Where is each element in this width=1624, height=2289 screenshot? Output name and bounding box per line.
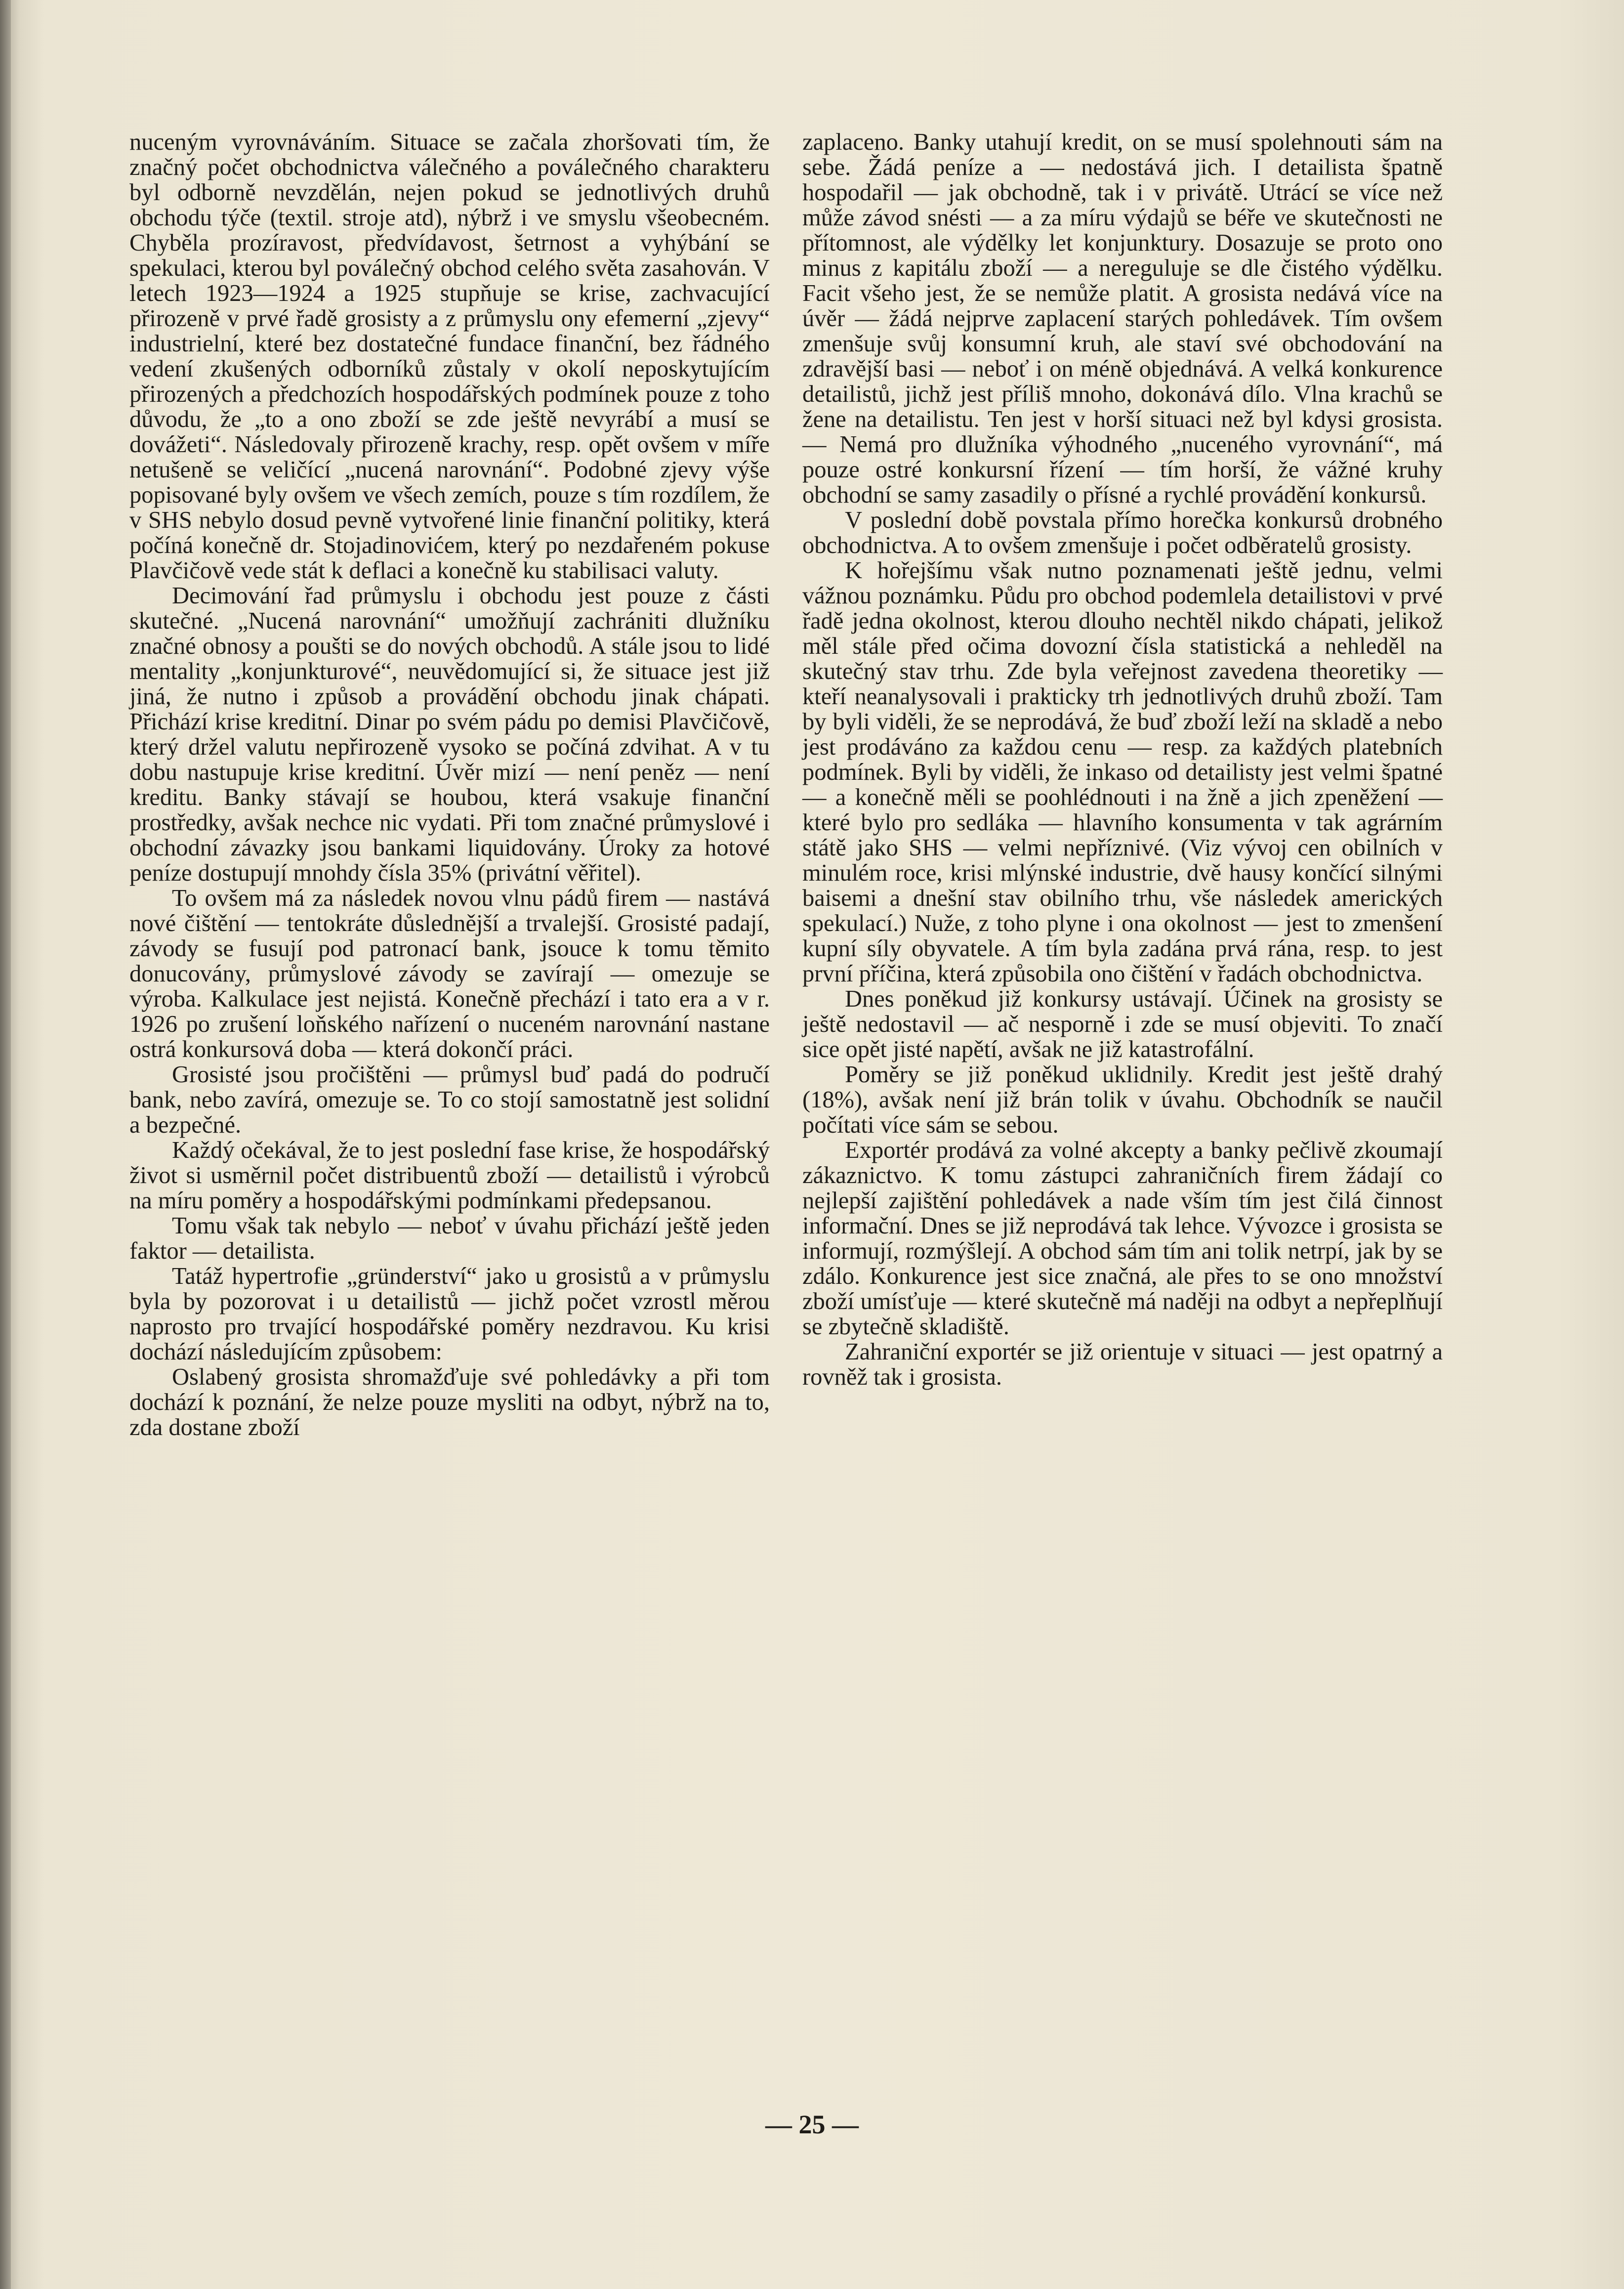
right-column [802,129,1443,1390]
paragraph: Poměry se již poněkud uklidnily. Kredit jest ještě drahý (18%), avšak není již brán tolik v úvahu. Obchodník se naučil počítati více sám se sebou. [802,1061,1443,1138]
paragraph: To ovšem má za následek novou vlnu pádů firem — nastává nové čištění — tentokráte důslednější a trvalejší. Grosisté padají, závody se fusují pod patronací bank, jsouce k tomu těmito donucovány, průmyslové závody se zavírají — omezuje se výroba. Kalkulace jest nejistá. Konečně přechází i tato era a v r. 1926 po zrušení loňského nařízení o nuceném narovnání nastane ostrá konkursová doba — která dokončí práci. [129,885,770,1062]
paragraph: Zahraniční exportér se již orientuje v situaci — jest opatrný a rovněž tak i grosista. [802,1339,1443,1390]
paragraph: Exportér prodává za volné akcepty a banky pečlivě zkoumají zákaznictvo. K tomu zástupci zahraničních firem žádají co nejlepší zajištění pohledávek a nade vším tím jest čilá činnost informační. Dnes se již neprodává tak lehce. Vývozce i grosista se informují, rozmýšlejí. A obchod sám tím ani tolik netrpí, jak by se zdálo. Konkurence jest sice značná, ale přes to se ono množství zboží umísťuje — které skutečně má naději na odbyt a nepřeplňují se zbytečně skladiště. [802,1137,1443,1340]
page-number: — 25 — [765,2110,859,2139]
paragraph: Decimování řad průmyslu i obchodu jest pouze z části skutečné. „Nucená narovnání“ umožňují zachrániti dlužníku značné obnosy a poušti se do nových obchodů. A stále jsou to lidé mentality „konjunkturové“, neuvědomující si, že situace jest již jiná, že nutno i způsob a provádění obchodu jinak chápati. Přichází krise kreditní. Dinar po svém pádu po demisi Plavčičově, který držel valutu nepřirozeně vysoko se počíná zdvihat. A v tu dobu nastupuje krise kreditní. Úvěr mizí — není peněz — není kreditu. Banky stávají se houbou, která vsakuje finanční prostředky, avšak nechce nic vydati. Při tom značné průmyslové i obchodní závazky jsou bankami liquidovány. Úroky za hotové peníze dostupují mnohdy čísla 35% (privátní věřitel). [129,583,770,886]
paragraph: zaplaceno. Banky utahují kredit, on se musí spolehnouti sám na sebe. Žádá peníze a — nedostává jich. I detailista špatně hospodařil — jak obchodně, tak i v privátě. Utrácí se více než může závod snésti — a za míru výdajů se béře ve skutečnosti ne přítomnost, ale výdělky let konjunktury. Dosazuje se proto ono minus z kapitálu zboží — a nereguluje se dle čistého výdělku. Facit všeho jest, že se nemůže platit. A grosista nedává více na úvěr — žádá nejprve zaplacení starých pohledávek. Tím ovšem zmenšuje svůj konsumní kruh, ale staví své obchodování na zdravější basi — neboť i on méně objednává. A velká konkurence detailistů, jichž jest příliš mnoho, dokonává dílo. Vlna krachů se žene na detailistu. Ten jest v horší situaci než byl kdysi grosista. — Nemá pro dlužníka výhodného „nuceného vyrovnání“, má pouze ostré konkursní řízení — tím horší, že vážné kruhy obchodní se samy zasadily o přísné a rychlé provádění konkursů. [802,129,1443,508]
paragraph: Tatáž hypertrofie „gründerství“ jako u grosistů a v průmyslu byla by pozorovat i u detailistů — jichž počet vzrostl měrou naprosto pro trvající hospodářské poměry nezdravou. Ku krisi dochází následujícím způsobem: [129,1263,770,1365]
paragraph: Dnes poněkud již konkursy ustávají. Účinek na grosisty se ještě nedostavil — ač nesporně i zde se musí objeviti. To značí sice opět jisté napětí, avšak ne již katastrofální. [802,986,1443,1062]
paragraph: nuceným vyrovnáváním. Situace se začala zhoršovati tím, že značný počet obchodnictva válečného a poválečného charakteru byl odborně nevzdělán, nejen pokud se jednotlivých druhů obchodu týče (textil. stroje atd), nýbrž i ve smyslu všeobecném. Chyběla prozíravost, předvídavost, šetrnost a vyhýbání se spekulaci, kterou byl poválečný obchod celého světa zasahován. V letech 1923—1924 a 1925 stupňuje se krise, zachvacující přirozeně v prvé řadě grosisty a z průmyslu ony efemerní „zjevy“ industrielní, které bez dostatečné fundace finanční, bez řádného vedení zkušených odborníků zůstaly v okolí neposkytujícím přirozených a předchozích hospodářských podmínek pouze z toho důvodu, že „to a ono zboží se zde ještě nevyrábí a musí se dovážeti“. Následovaly přirozeně krachy, resp. opět ovšem v míře netušeně se veličící „nucená narovnání“. Podobné zjevy výše popisované byly ovšem ve všech zemích, pouze s tím rozdílem, že v SHS nebylo dosud pevně vytvořené linie finanční politiky, která počíná konečně dr. Stojadinovićem, který po nezdařeném pokuse Plavčičově vede stát k deflaci a konečně ku stabilisaci valuty. [129,129,770,584]
paragraph: Každý očekával, že to jest poslední fase krise, že hospodářský život si usměrnil počet distribuentů zboží — detailistů i výrobců na míru poměry a hospodářskými podmínkami předepsanou. [129,1137,770,1214]
paragraph: V poslední době povstala přímo horečka konkursů drobného obchodnictva. A to ovšem zmenšuje i počet odběratelů grosisty. [802,507,1443,558]
paragraph: Tomu však tak nebylo — neboť v úvahu přichází ještě jeden faktor — detailista. [129,1213,770,1264]
paragraph: K hořejšímu však nutno poznamenati ještě jednu, velmi vážnou poznámku. Půdu pro obchod podemlela detailistovi v prvé řadě jedna okolnost, kterou dlouho nechtěl nikdo chápati, jelikož měl stále před očima dovozní čísla statistická a nehleděl na skutečný stav trhu. Zde byla veřejnost zavedena theoretiky — kteří neanalysovali i prakticky trh jednotlivých druhů zboží. Tam by byli viděli, že se neprodává, že buď zboží leží na skladě a nebo jest prodáváno za každou cenu — resp. za každých platebních podmínek. Byli by viděli, že inkaso od detailisty jest velmi špatné — a konečně měli se poohlédnouti i na žně a jich zpeněžení — které bylo pro sedláka — hlavního konsumenta v tak agrárním státě jako SHS — velmi nepříznivé. (Viz vývoj cen obilních v minulém roce, krisi mlýnské industrie, dvě hausy končící silnými baisemi a dnešní stav obilního trhu, vše následek amerických spekulací.) Nuže, z toho plyne i ona okolnost — jest to zmenšení kupní síly obyvatele. A tím byla zadána prvá rána, resp. to jest první příčina, která způsobila ono čištění v řadách obchodnictva. [802,557,1443,987]
paragraph: Grosisté jsou pročištěni — průmysl buď padá do područí bank, nebo zavírá, omezuje se. To co stojí samostatně jest solidní a bezpečné. [129,1061,770,1138]
left-column [129,129,770,1440]
book-spine-shadow [0,0,11,2289]
paragraph: Oslabený grosista shromažďuje své pohledávky a při tom dochází k poznání, že nelze pouze mysliti na odbyt, nýbrž na to, zda dostane zboží [129,1364,770,1441]
